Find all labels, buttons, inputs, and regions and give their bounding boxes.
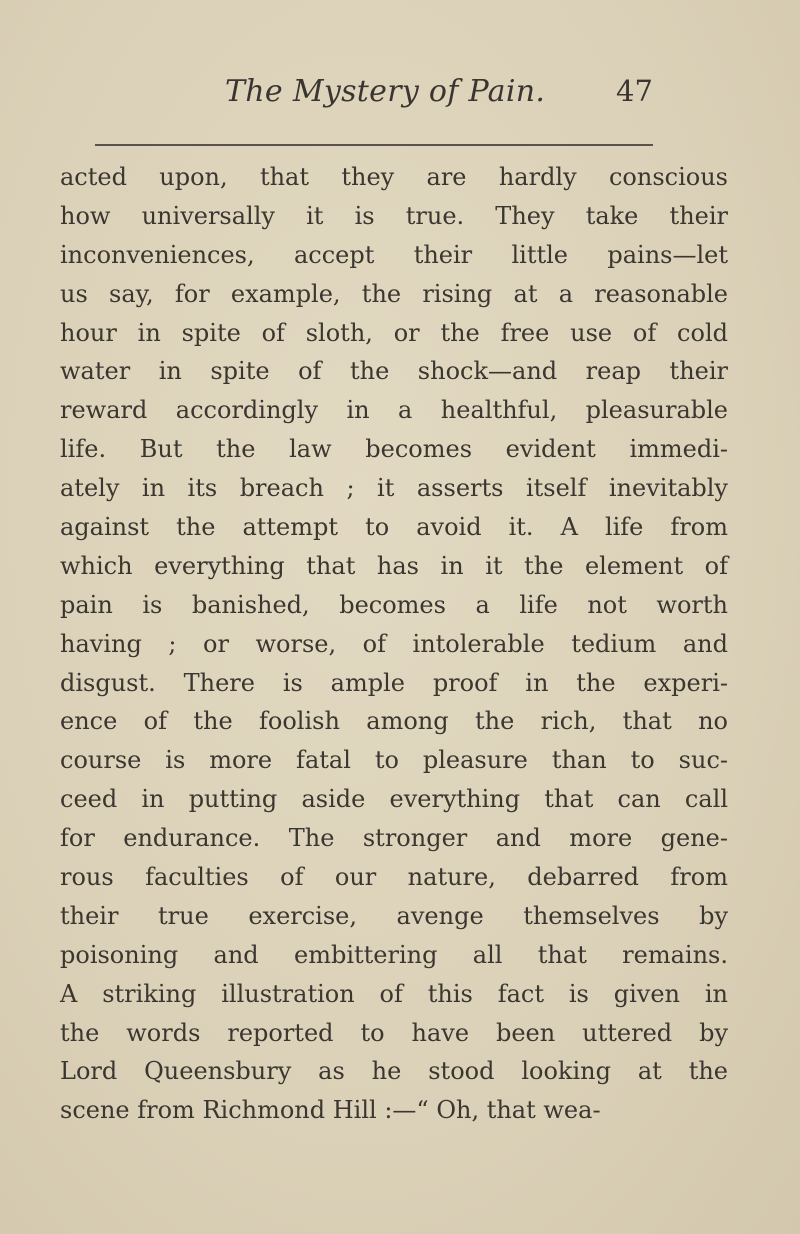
text-line: us say, for example, the rising at a reasonable [60,279,728,308]
text-line: the words reported to have been uttered by [60,1018,728,1047]
text-line: hour in spite of sloth, or the free use of cold [60,318,728,347]
text-line: their true exercise, avenge themselves by [60,901,728,930]
text-line: against the attempt to avoid it. A life from [60,513,728,542]
header-rule [95,144,653,146]
text-line: life. But the law becomes evident immedi- [60,435,728,464]
text-line: rous faculties of our nature, debarred from [60,863,728,892]
running-head [0,74,800,124]
text-line: disgust. There is ample proof in the experi- [60,668,728,697]
text-line: poisoning and embittering all that remains. [60,940,728,969]
text-line: scene from Richmond Hill :—“ Oh, that wea- [60,1096,601,1125]
text-line: having ; or worse, of intolerable tedium and [60,629,728,658]
text-line: ceed in putting aside everything that can call [60,785,728,814]
text-line: which everything that has in it the element of [60,551,728,580]
text-line: pain is banished, becomes a life not worth [60,590,728,619]
text-line: Lord Queensbury as he stood looking at the [60,1057,728,1086]
text-line: how universally it is true. They take their [60,201,728,230]
text-line: for endurance. The stronger and more gene- [60,824,728,853]
text-line: course is more fatal to pleasure than to suc- [60,746,728,775]
running-title: The Mystery of Pain. [225,74,546,109]
text-line: inconveniences, accept their little pains—let [60,240,728,269]
page-number: 47 [616,74,653,108]
text-line: A striking illustration of this fact is given in [60,979,728,1008]
text-line: acted upon, that they are hardly conscious [60,163,728,191]
body-text [60,158,728,1130]
text-line: ence of the foolish among the rich, that no [60,707,728,736]
text-line: reward accordingly in a healthful, pleasurable [60,396,728,425]
text-line: water in spite of the shock—and reap their [60,357,728,386]
text-line: ately in its breach ; it asserts itself inevitably [60,474,728,503]
